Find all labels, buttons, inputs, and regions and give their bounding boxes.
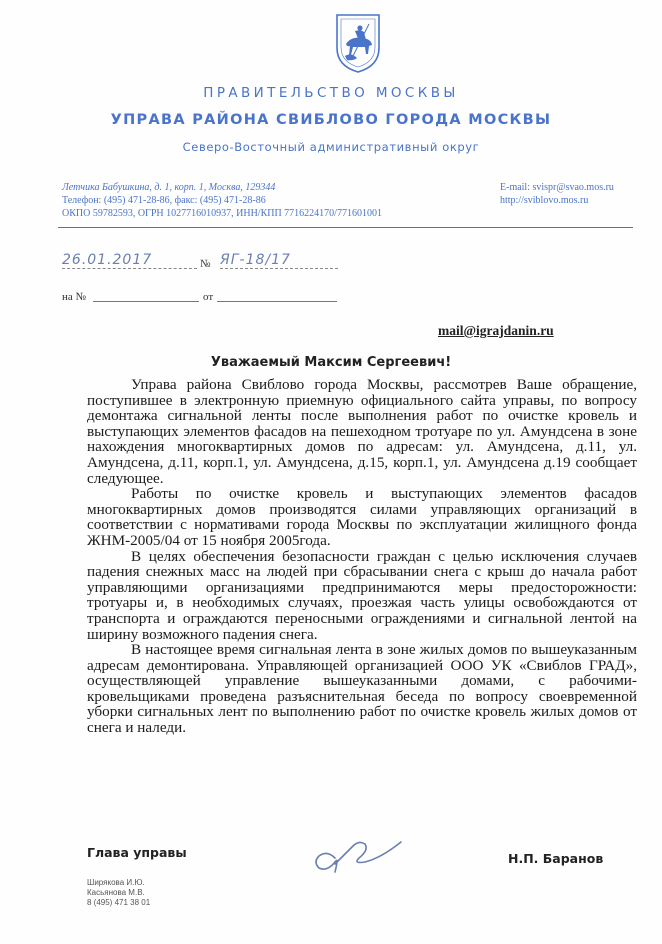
body-paragraph: В целях обеспечения безопасности граждан с целью исключения случаев падения снежных масс на людей при сбрасывании снега с крыш до начала работ управляющими организациями предпринимаются меры предосторожности: тротуары и, в необходимых случаях, проезжая часть улицы освобождаются от транспорта и ограждаются переносными ограждениями и сигнальной лентой на ширину возможного падения снега. xyxy=(87,547,637,643)
authority-title: УПРАВА РАЙОНА СВИБЛОВО ГОРОДА МОСКВЫ xyxy=(110,112,552,128)
header-divider xyxy=(58,227,633,228)
signatory-name: Н.П. Баранов xyxy=(508,851,604,866)
moscow-coat-of-arms-icon xyxy=(333,12,383,74)
reply-to-date-line xyxy=(217,301,337,302)
website-url: http://sviblovo.mos.ru xyxy=(500,195,589,206)
body-paragraph: Работы по очистке кровель и выступающих элементов фасадов многоквартирных домов производятся силами управляющих организаций в соответствии с нормативами города Москвы по эксплуатации жилищного фонда ЖНМ-2005/04 от 15 ноября 2005года. xyxy=(87,485,637,549)
phone-fax: Телефон: (495) 471-28-86, факс: (495) 471-28-86 xyxy=(62,195,266,206)
reply-to-number-line xyxy=(93,301,199,302)
body-paragraph: Управа района Свиблово города Москвы, рассмотрев Ваше обращение, поступившее в электронную приемную официального сайта управы, по вопросу демонтажа сигнальной ленты после выполнения работ по очистке кровель и выступающих элементов фасадов на пешеходном тротуаре по ул. Амундсена в зоне нахождения многоквартирных домов по адресам: ул. Амундсена, д.11, ул. Амундсена, д.11, корп.1, ул. Амундсена, д.15, корп.1, ул. Амундсена д.19 сообщает следующее. xyxy=(87,376,637,487)
government-title: ПРАВИТЕЛЬСТВО МОСКВЫ xyxy=(203,85,459,101)
executor-line: Касьянова М.В. xyxy=(87,888,145,897)
address: Летчика Бабушкина, д. 1, корп. 1, Москва, 129344 xyxy=(62,182,276,193)
signatory-title: Глава управы xyxy=(87,845,187,860)
executors-block xyxy=(87,878,150,908)
recipient-email: mail@igrajdanin.ru xyxy=(438,323,554,338)
email-address: E-mail: svispr@svao.mos.ru xyxy=(500,182,614,193)
salutation: Уважаемый Максим Сергеевич! xyxy=(210,355,452,370)
executor-line: Ширякова И.Ю. xyxy=(87,878,145,887)
registration-number-label: № xyxy=(200,258,211,270)
registration-codes: ОКПО 59782593, ОГРН 1027716010937, ИНН/КПП 7716224170/771601001 xyxy=(62,208,382,219)
reply-to-number-label: на № xyxy=(62,291,87,303)
reply-to-date-label: от xyxy=(203,291,214,303)
executor-phone: 8 (495) 471 38 01 xyxy=(87,898,151,907)
registration-number: ЯГ-18/17 xyxy=(220,252,338,269)
body-paragraph: В настоящее время сигнальная лента в зоне жилых домов по вышеуказанным адресам демонтирована. Управляющей организацией ООО УК «Свиблов ГРАД», осуществляющей управление вышеуказанными домами, с рабочими-кровельщиками проведена разъяснительная беседа по вопросу своевременной уборки сигнальных лент по выполнению работ по очистке кровель жилых домов от снега и наледи. xyxy=(87,641,637,737)
district-subtitle: Северо-Восточный административный округ xyxy=(182,140,480,154)
letter-body xyxy=(87,377,637,736)
registration-date: 26.01.2017 xyxy=(62,252,197,269)
handwritten-signature xyxy=(305,828,415,878)
